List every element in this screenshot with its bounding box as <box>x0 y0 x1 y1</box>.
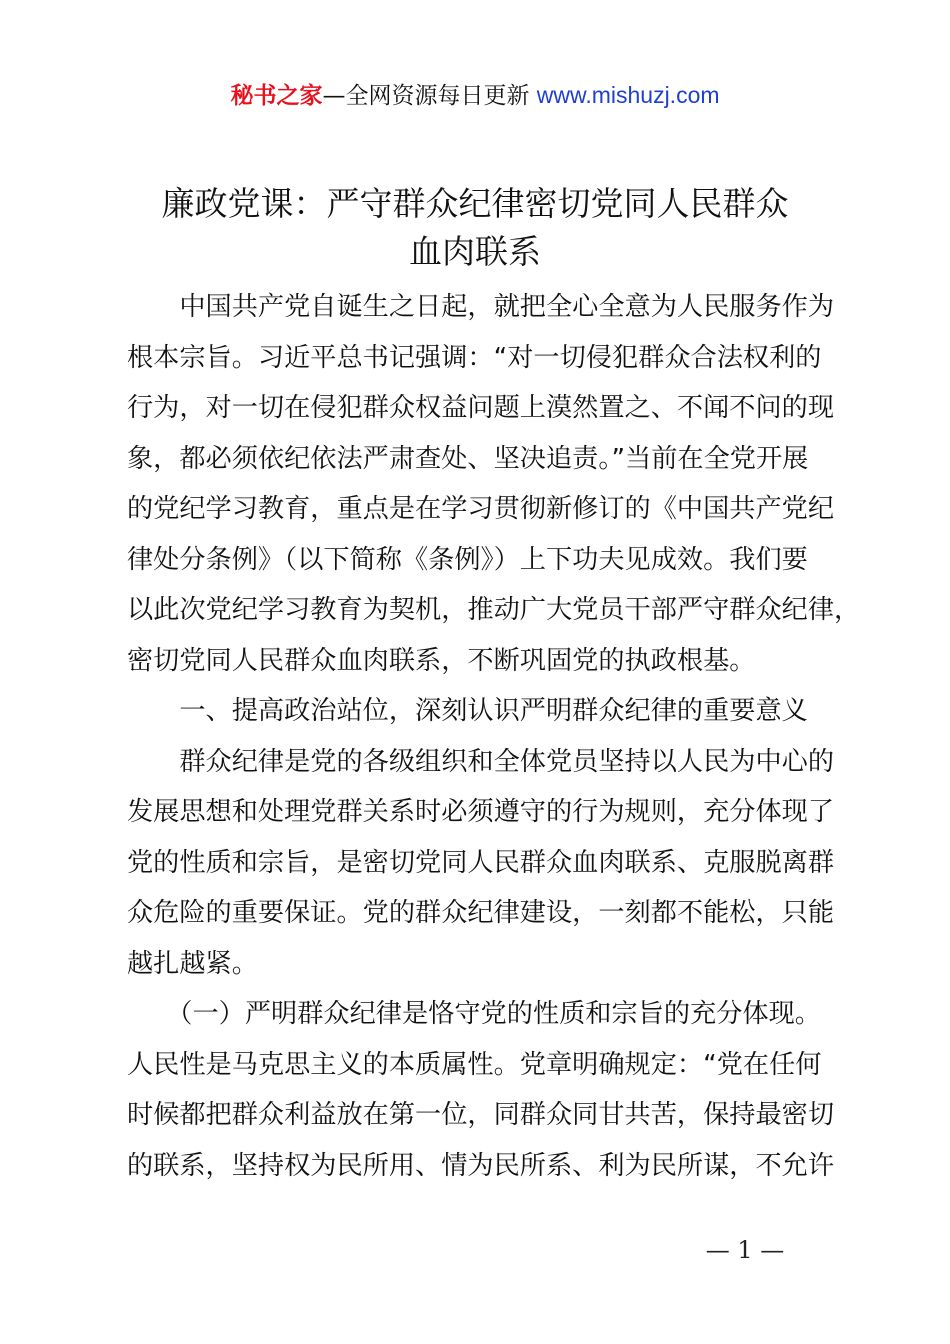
body-line: 越扎越紧。 <box>127 948 258 979</box>
body-line: 众危险的重要保证。党的群众纪律建设，一刻都不能松，只能 <box>127 898 835 928</box>
body-line: 行为，对一切在侵犯群众权益问题上漠然置之、不闻不问的现 <box>127 393 835 423</box>
body-line: 的党纪学习教育，重点是在学习贯彻新修订的《中国共产党纪 <box>127 494 835 524</box>
body-line: 人民性是马克思主义的本质属性。党章明确规定：“党在任何 <box>127 1049 822 1080</box>
title-line-1: 廉政党课：严守群众纪律密切党同人民群众 <box>161 184 789 223</box>
document-body <box>127 282 861 1191</box>
site-header <box>0 78 950 113</box>
title-line-2: 血肉联系 <box>409 232 541 271</box>
body-line: 的联系，坚持权为民所用、情为民所系、利为民所谋，不允许 <box>127 1150 835 1181</box>
body-line: 中国共产党自诞生之日起，就把全心全意为人民服务作为 <box>127 292 835 322</box>
body-line: 时候都把群众利益放在第一位，同群众同甘共苦，保持最密切 <box>127 1100 835 1130</box>
page-number: — 1 — <box>705 1236 785 1264</box>
subsection-heading: （一）严明群众纪律是恪守党的性质和宗旨的充分体现。 <box>127 999 821 1029</box>
body-line: 群众纪律是党的各级组织和全体党员坚持以人民为中心的 <box>127 746 835 777</box>
body-line: 密切党同人民群众血肉联系，不断巩固党的执政根基。 <box>127 645 756 676</box>
site-brand: 秘书之家 <box>230 83 323 109</box>
section-heading: 一、提高政治站位，深刻认识严明群众纪律的重要意义 <box>127 696 808 726</box>
body-line: 发展思想和处理党群关系时必须遵守的行为规则，充分体现了 <box>127 797 835 827</box>
body-line: 象，都必须依纪依法严肃查处、坚决追责。”当前在全党开展 <box>127 443 809 474</box>
body-line: 律处分条例》（以下简称《条例》）上下功夫见成效。我们要 <box>127 544 808 575</box>
body-line: 根本宗旨。习近平总书记强调：“对一切侵犯群众合法权利的 <box>127 342 822 373</box>
body-line: 党的性质和宗旨，是密切党同人民群众血肉联系、克服脱离群 <box>127 847 835 878</box>
document-title <box>100 180 850 276</box>
site-tagline: —全网资源每日更新 <box>322 83 530 109</box>
body-line: 以此次党纪学习教育为契机，推动广大党员干部严守群众纪律， <box>127 595 861 625</box>
site-url-link[interactable]: www.mishuzj.com <box>536 82 720 108</box>
